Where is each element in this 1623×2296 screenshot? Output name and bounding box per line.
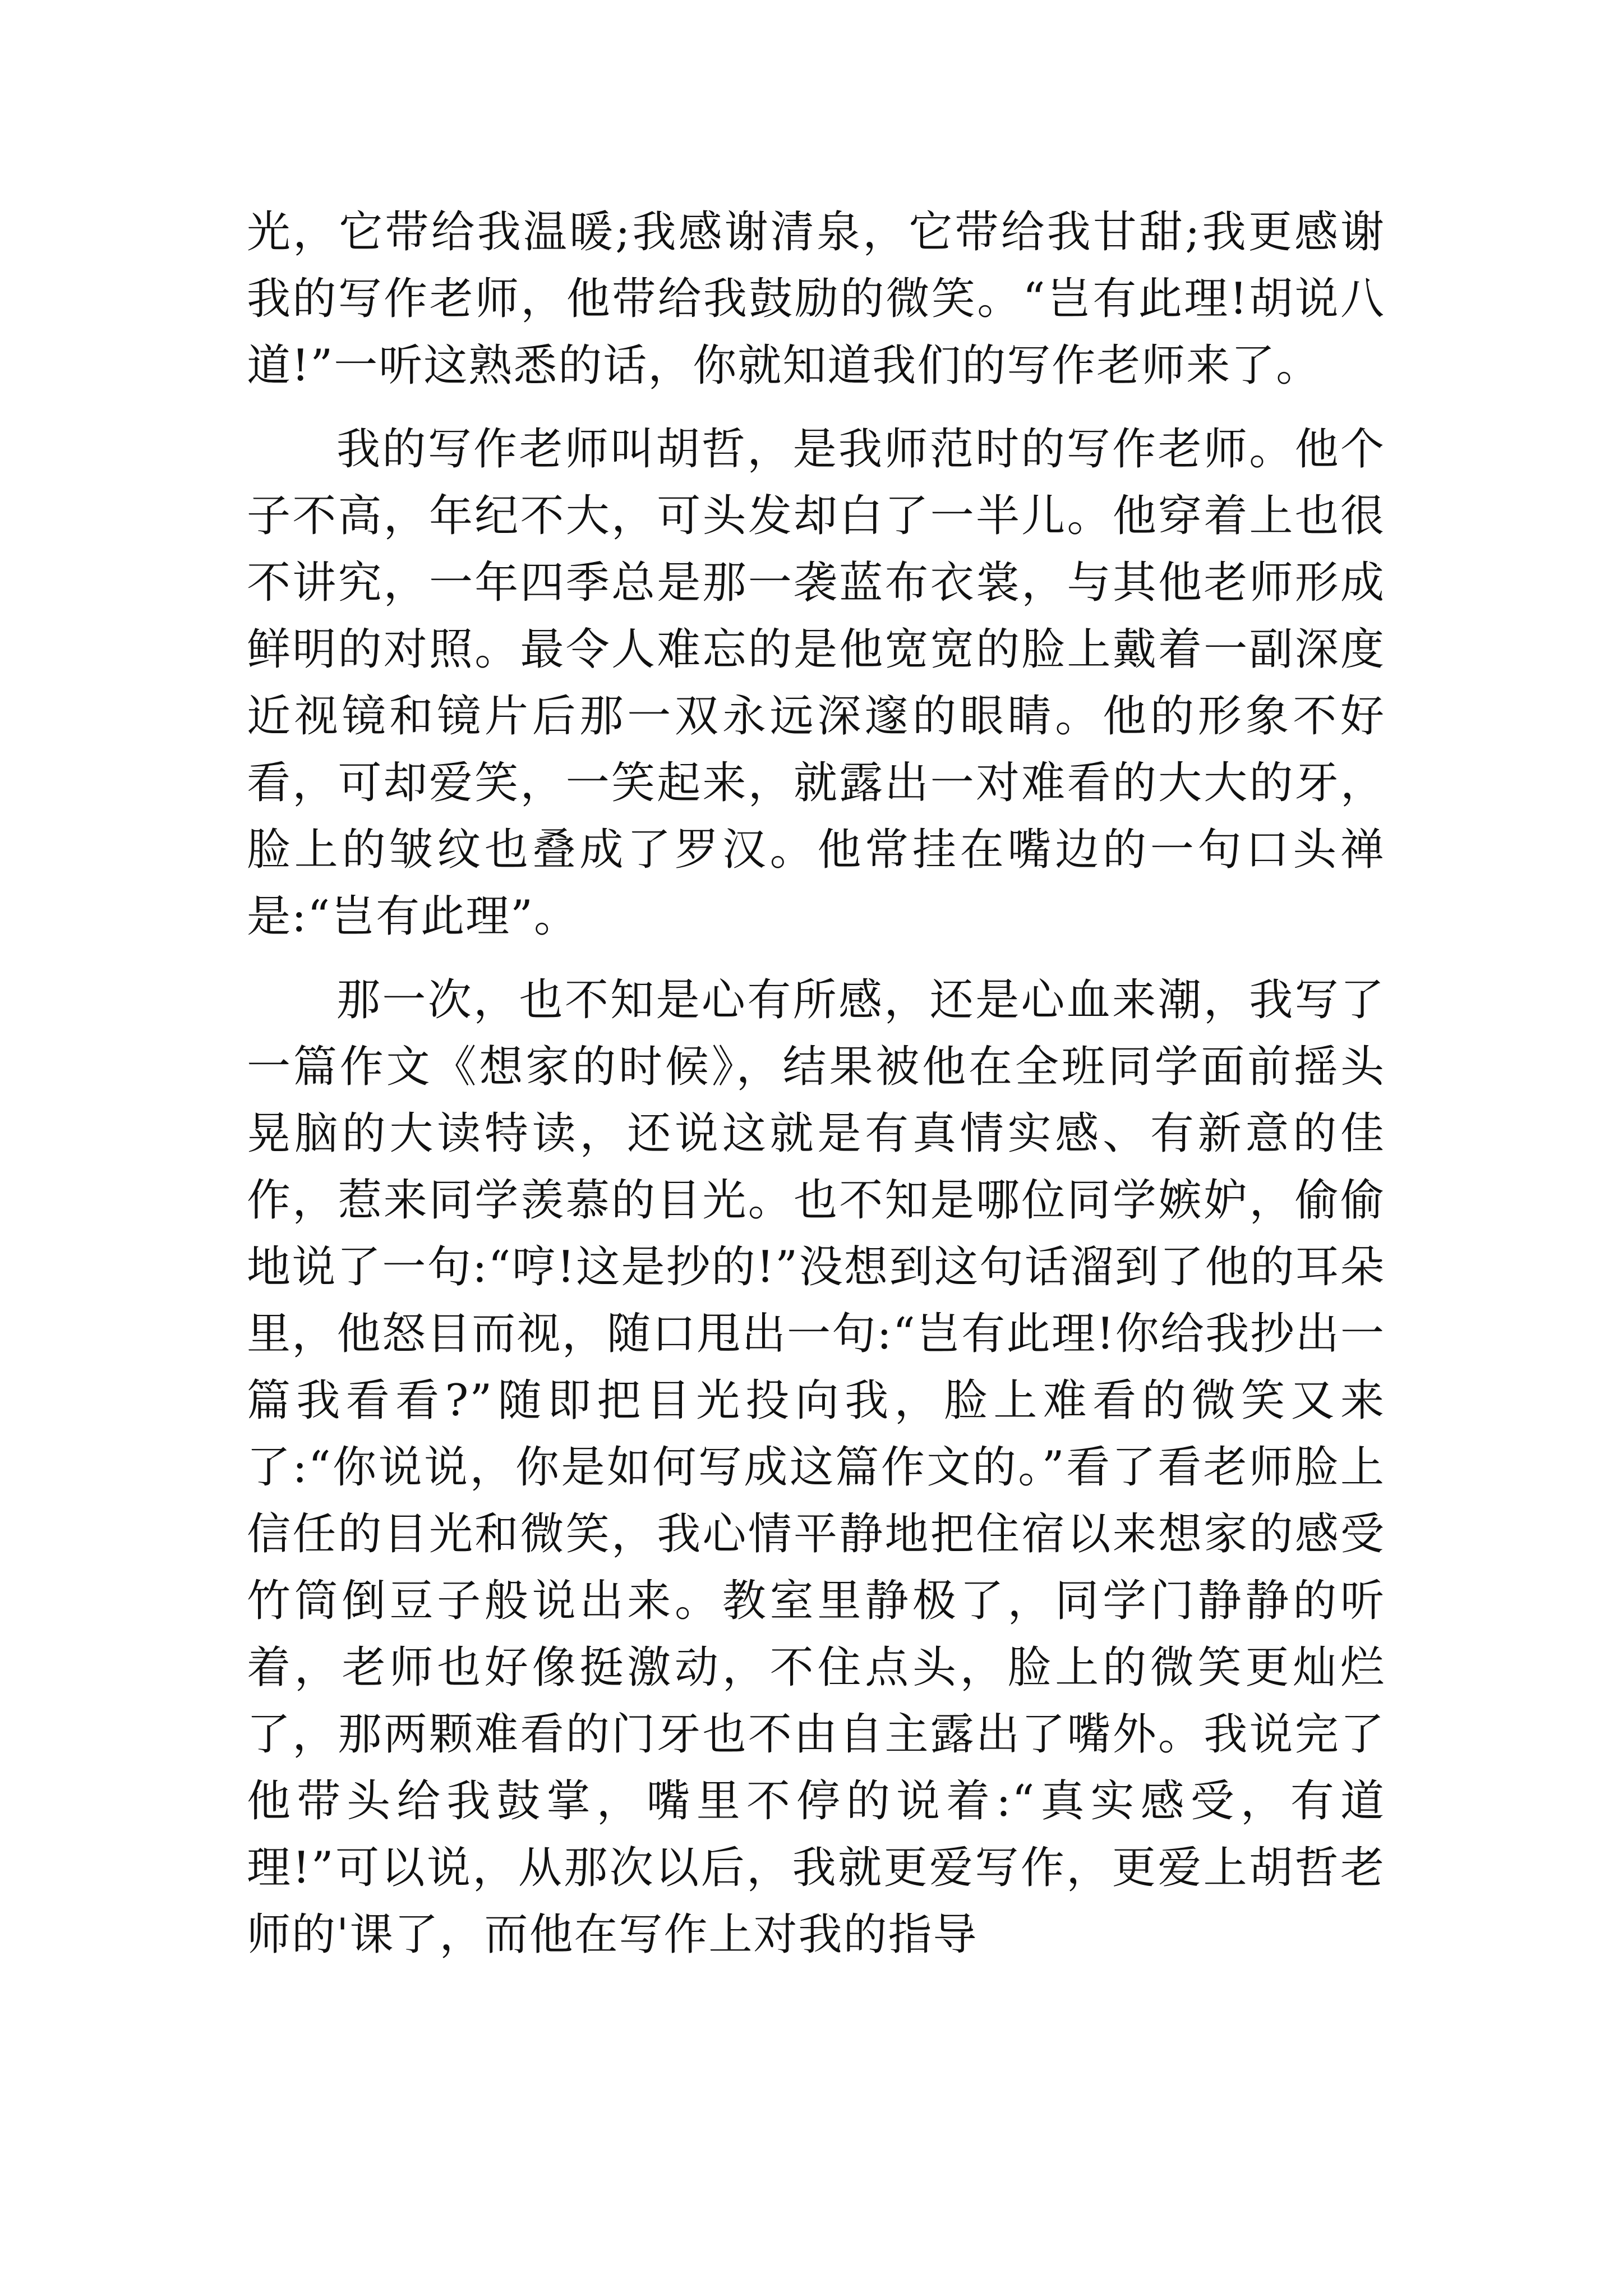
paragraph-1: 光，它带给我温暖;我感谢清泉，它带给我甘甜;我更感谢我的写作老师，他带给我鼓励的微笑。“岂有此理!胡说八道!”一听这熟悉的话，你就知道我们的写作老师来了。	[247, 207, 1385, 391]
paragraph-3: 那一次，也不知是心有所感，还是心血来潮，我写了一篇作文《想家的时候》，结果被他在全班同学面前摇头晃脑的大读特读，还说这就是有真情实感、有新意的佳作，惹来同学羡慕的目光。也不知是哪位同学嫉妒，偷偷地说了一句:“哼!这是抄的!”没想到这句话溜到了他的耳朵里，他怒目而视，随口甩出一句:“岂有此理!你给我抄出一篇我看看?”随即把目光投向我，脸上难看的微笑又来了:“你说说，你是如何写成这篇作文的。”看了看老师脸上信任的目光和微笑，我心情平静地把住宿以来想家的感受竹筒倒豆子般说出来。教室里静极了，同学门静静的听着，老师也好像挺激动，不住点头，脸上的微笑更灿烂了，那两颗难看的门牙也不由自主露出了嘴外。我说完了他带头给我鼓掌，嘴里不停的说着:“真实感受，有道理!”可以说，从那次以后，我就更爱写作，更爱上胡哲老师的'课了，而他在写作上对我的指导	[247, 975, 1385, 1960]
document-body	[247, 199, 1385, 1985]
paragraph-2: 我的写作老师叫胡哲，是我师范时的写作老师。他个子不高，年纪不大，可头发却白了一半儿。他穿着上也很不讲究，一年四季总是那一袭蓝布衣裳，与其他老师形成鲜明的对照。最令人难忘的是他宽宽的脸上戴着一副深度近视镜和镜片后那一双永远深邃的眼睛。他的形象不好看，可却爱笑，一笑起来，就露出一对难看的大大的牙，脸上的皱纹也叠成了罗汉。他常挂在嘴边的一句口头禅是:“岂有此理”。	[247, 424, 1385, 942]
